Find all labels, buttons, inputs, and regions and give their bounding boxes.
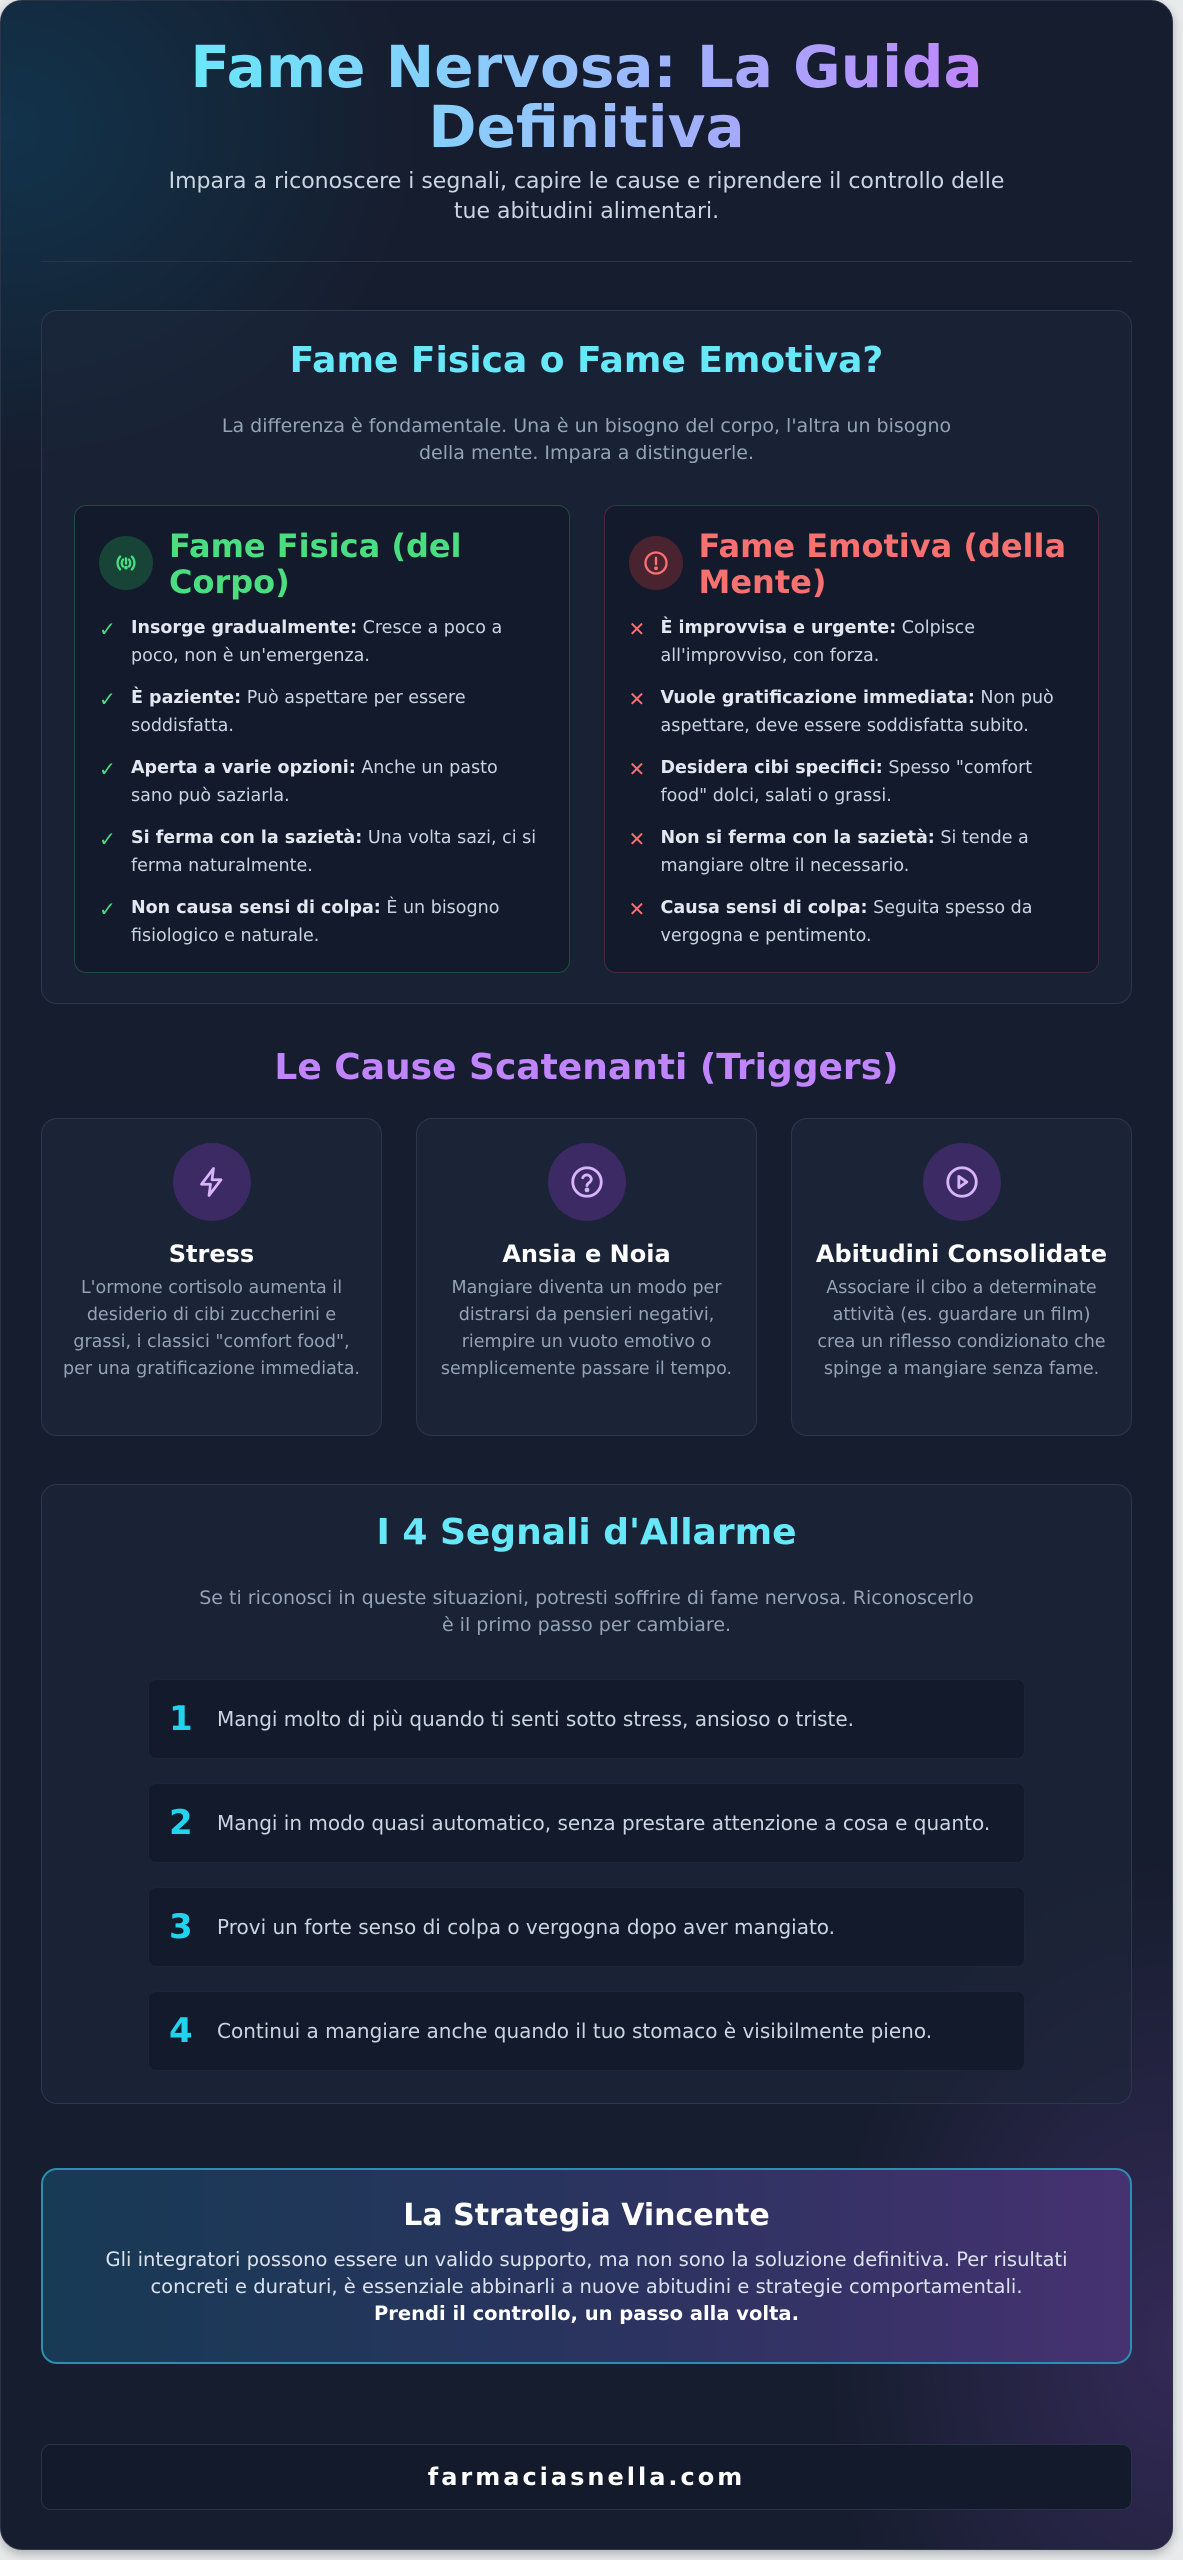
check-icon: ✓	[99, 757, 116, 781]
signal-number: 3	[169, 1907, 193, 1947]
item-text: Seguita spesso da vergogna e pentimento.	[660, 898, 1033, 946]
comparison-title: Fame Fisica o Fame Emotiva?	[289, 340, 884, 381]
causes-title: Le Cause Scatenanti (Triggers)	[274, 1047, 899, 1088]
signal-item	[148, 1887, 1025, 1967]
signals-list	[148, 1679, 1025, 2071]
list-item	[99, 824, 545, 880]
item-text: Anche un pasto sano può saziarla.	[131, 758, 498, 806]
check-icon: ✓	[99, 897, 116, 921]
item-label: È paziente:	[131, 688, 242, 708]
footer-site-link[interactable]: farmaciasnella.com	[427, 2463, 746, 2491]
strategy-body: Gli integratori possono essere un valido supporto, ma non sono la soluzione definitiva. Per risultati concreti e duraturi, è essenziale abbinarli a nuove abitudini e strategie comportamentali.	[105, 2248, 1068, 2298]
causes-grid	[41, 1118, 1132, 1436]
check-icon: ✓	[99, 617, 116, 641]
item-label: Non si ferma con la sazietà:	[660, 828, 935, 848]
signal-item	[148, 1991, 1025, 2071]
list-item	[99, 614, 545, 670]
check-icon: ✓	[99, 827, 116, 851]
header	[1, 1, 1172, 227]
physical-hunger-list	[99, 614, 545, 950]
emotional-hunger-card	[604, 505, 1100, 973]
list-item	[629, 684, 1075, 740]
signals-title: I 4 Segnali d'Allarme	[376, 1512, 797, 1553]
signal-number: 4	[169, 2011, 193, 2051]
signals-description: Se ti riconosci in queste situazioni, potresti soffrire di fame nervosa. Riconoscerlo è il primo passo per cambiare.	[199, 1587, 974, 1636]
page-subtitle: Impara a riconoscere i segnali, capire le cause e riprendere il controllo delle tue abitudini alimentari.	[168, 169, 1005, 224]
page-title: Fame Nervosa: La Guida Definitiva	[177, 37, 997, 157]
play-circle-icon	[923, 1143, 1001, 1221]
signal-item	[148, 1679, 1025, 1759]
x-icon: ✕	[628, 757, 646, 781]
list-item	[99, 754, 545, 810]
comparison-columns	[74, 505, 1099, 973]
strategy-text	[87, 2246, 1087, 2327]
item-text: Spesso "comfort food" dolci, salati o grassi.	[660, 758, 1033, 806]
cause-text: L'ormone cortisolo aumenta il desiderio di cibi zuccherini e grassi, i classici "comfort food", per una gratificazione immediata.	[63, 1278, 360, 1379]
item-text: Cresce a poco a poco, non è un'emergenza.	[131, 618, 503, 666]
x-icon: ✕	[628, 617, 646, 641]
cause-text: Associare il cibo a determinate attività (es. guardare un film) crea un riflesso condizionato che spinge a mangiare senza fame.	[817, 1278, 1106, 1379]
item-label: Si ferma con la sazietà:	[131, 828, 363, 848]
physical-hunger-card	[74, 505, 570, 973]
item-text: Si tende a mangiare oltre il necessario.	[660, 828, 1029, 876]
item-text: Non può aspettare, deve essere soddisfatta subito.	[660, 688, 1054, 736]
item-label: Non causa sensi di colpa:	[131, 898, 381, 918]
footer	[41, 2444, 1132, 2510]
physical-hunger-header	[99, 528, 545, 600]
signal-text: Mangi molto di più quando ti senti sotto stress, ansioso o triste.	[217, 1707, 855, 1731]
list-item	[629, 614, 1075, 670]
item-text: Colpisce all'improvviso, con forza.	[660, 618, 976, 666]
cause-title: Ansia e Noia	[502, 1240, 671, 1268]
list-item	[99, 684, 545, 740]
signal-number: 1	[169, 1699, 193, 1739]
alert-circle-icon	[629, 536, 683, 590]
cause-card-habits	[791, 1118, 1132, 1436]
signal-number: 2	[169, 1803, 193, 1843]
cause-title: Stress	[168, 1240, 255, 1268]
lightning-icon	[173, 1143, 251, 1221]
list-item	[629, 894, 1075, 950]
cause-card-stress	[41, 1118, 382, 1436]
item-label: Causa sensi di colpa:	[660, 898, 868, 918]
x-icon: ✕	[628, 827, 646, 851]
check-icon: ✓	[99, 687, 116, 711]
list-item	[99, 894, 545, 950]
physical-hunger-title: Fame Fisica (del Corpo)	[169, 527, 462, 601]
comparison-section	[41, 310, 1132, 1004]
header-divider	[41, 261, 1132, 262]
signal-item	[148, 1783, 1025, 1863]
emotional-hunger-header	[629, 528, 1075, 600]
cause-title: Abitudini Consolidate	[815, 1240, 1108, 1268]
strategy-title: La Strategia Vincente	[403, 2198, 770, 2233]
question-circle-icon	[548, 1143, 626, 1221]
item-label: Aperta a varie opzioni:	[131, 758, 356, 778]
emotional-hunger-title: Fame Emotiva (della Mente)	[698, 527, 1067, 601]
item-label: Vuole gratificazione immediata:	[660, 688, 975, 708]
signal-text: Mangi in modo quasi automatico, senza prestare attenzione a cosa e quanto.	[217, 1811, 991, 1835]
comparison-description: La differenza è fondamentale. Una è un bisogno del corpo, l'altra un bisogno della mente. Impara a distinguerle.	[221, 415, 952, 464]
item-text: Può aspettare per essere soddisfatta.	[131, 688, 466, 736]
signal-text: Provi un forte senso di colpa o vergogna dopo aver mangiato.	[217, 1915, 836, 1939]
item-text: È un bisogno fisiologico e naturale.	[131, 898, 500, 946]
cause-text: Mangiare diventa un modo per distrarsi da pensieri negativi, riempire un vuoto emotivo o semplicemente passare il tempo.	[440, 1278, 733, 1379]
cause-card-anxiety	[416, 1118, 757, 1436]
signals-section	[41, 1484, 1132, 2104]
strategy-emphasis: Prendi il controllo, un passo alla volta.	[374, 2302, 799, 2325]
signal-alert-icon	[99, 536, 153, 590]
item-label: È improvvisa e urgente:	[660, 618, 897, 638]
x-icon: ✕	[628, 897, 646, 921]
signal-text: Continui a mangiare anche quando il tuo stomaco è visibilmente pieno.	[217, 2019, 933, 2043]
item-label: Insorge gradualmente:	[131, 618, 358, 638]
item-text: Una volta sazi, ci si ferma naturalmente.	[131, 828, 537, 876]
list-item	[629, 824, 1075, 880]
emotional-hunger-list	[629, 614, 1075, 950]
x-icon: ✕	[628, 687, 646, 711]
strategy-callout	[41, 2168, 1132, 2364]
list-item	[629, 754, 1075, 810]
item-label: Desidera cibi specifici:	[660, 758, 883, 778]
